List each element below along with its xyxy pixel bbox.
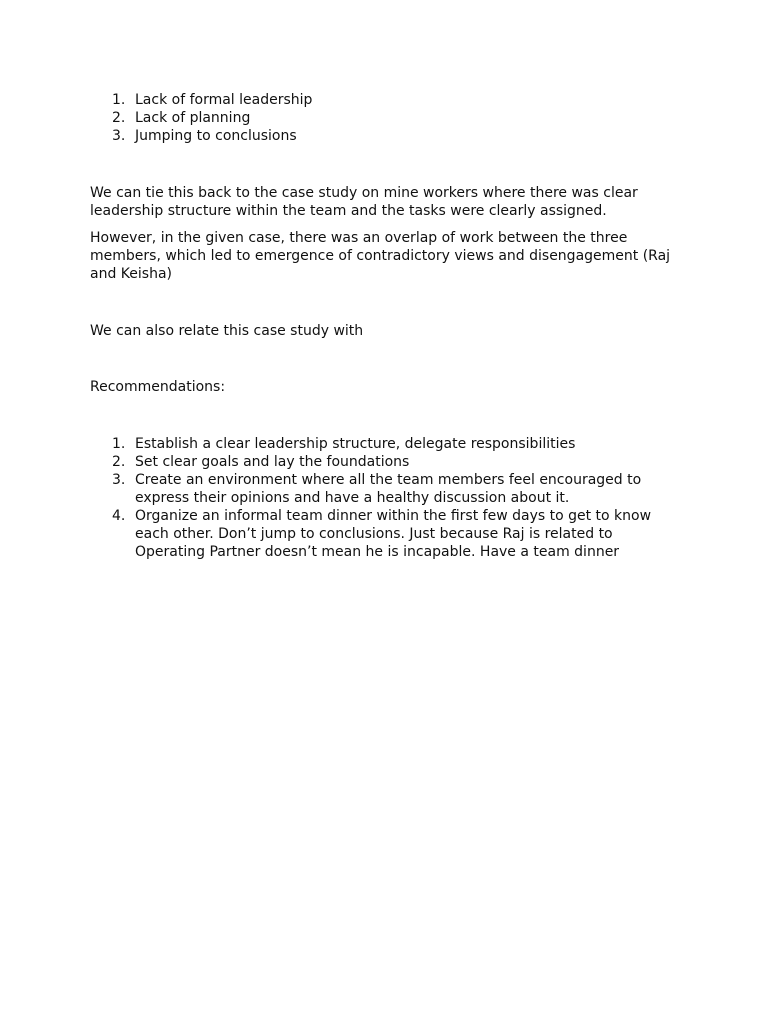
issues-list [90,91,680,145]
list-item [90,127,680,145]
list-number: 4. [112,508,126,524]
document-page [90,91,680,561]
paragraph-case-study-tie: We can tie this back to the case study on mine workers where there was clear leadership structure within the team and the tasks were clearly assigned. [90,185,638,219]
list-item-text: Establish a clear leadership structure, delegate responsibilities [135,436,576,452]
list-item [90,507,680,561]
list-number: 2. [112,110,126,126]
list-item-text: Create an environment where all the team members feel encouraged to express their opinions and have a healthy discussion about it. [135,472,642,506]
list-item-text: Jumping to conclusions [135,128,297,144]
list-item [90,91,680,109]
list-item-text: Organize an informal team dinner within the first few days to get to know each other. Don’t jump to conclusions. Just because Raj is related to Operating Partner doesn’t mean he is incapable. Have a team dinner [135,508,652,560]
list-item [90,435,680,453]
recommendations-heading: Recommendations: [90,379,226,395]
paragraph-relate: We can also relate this case study with [90,323,364,339]
list-item [90,471,680,507]
list-item-text: Lack of planning [135,110,251,126]
list-number: 3. [112,472,126,488]
list-number: 1. [112,92,126,108]
list-item [90,453,680,471]
paragraph-overlap: However, in the given case, there was an overlap of work between the three members, which led to emergence of contradictory views and disengagement (Raj and Keisha) [90,230,671,282]
list-item-text: Set clear goals and lay the foundations [135,454,410,470]
list-number: 1. [112,436,126,452]
list-number: 3. [112,128,126,144]
list-item-text: Lack of formal leadership [135,92,313,108]
recommendations-list [90,435,680,561]
list-item [90,109,680,127]
list-number: 2. [112,454,126,470]
